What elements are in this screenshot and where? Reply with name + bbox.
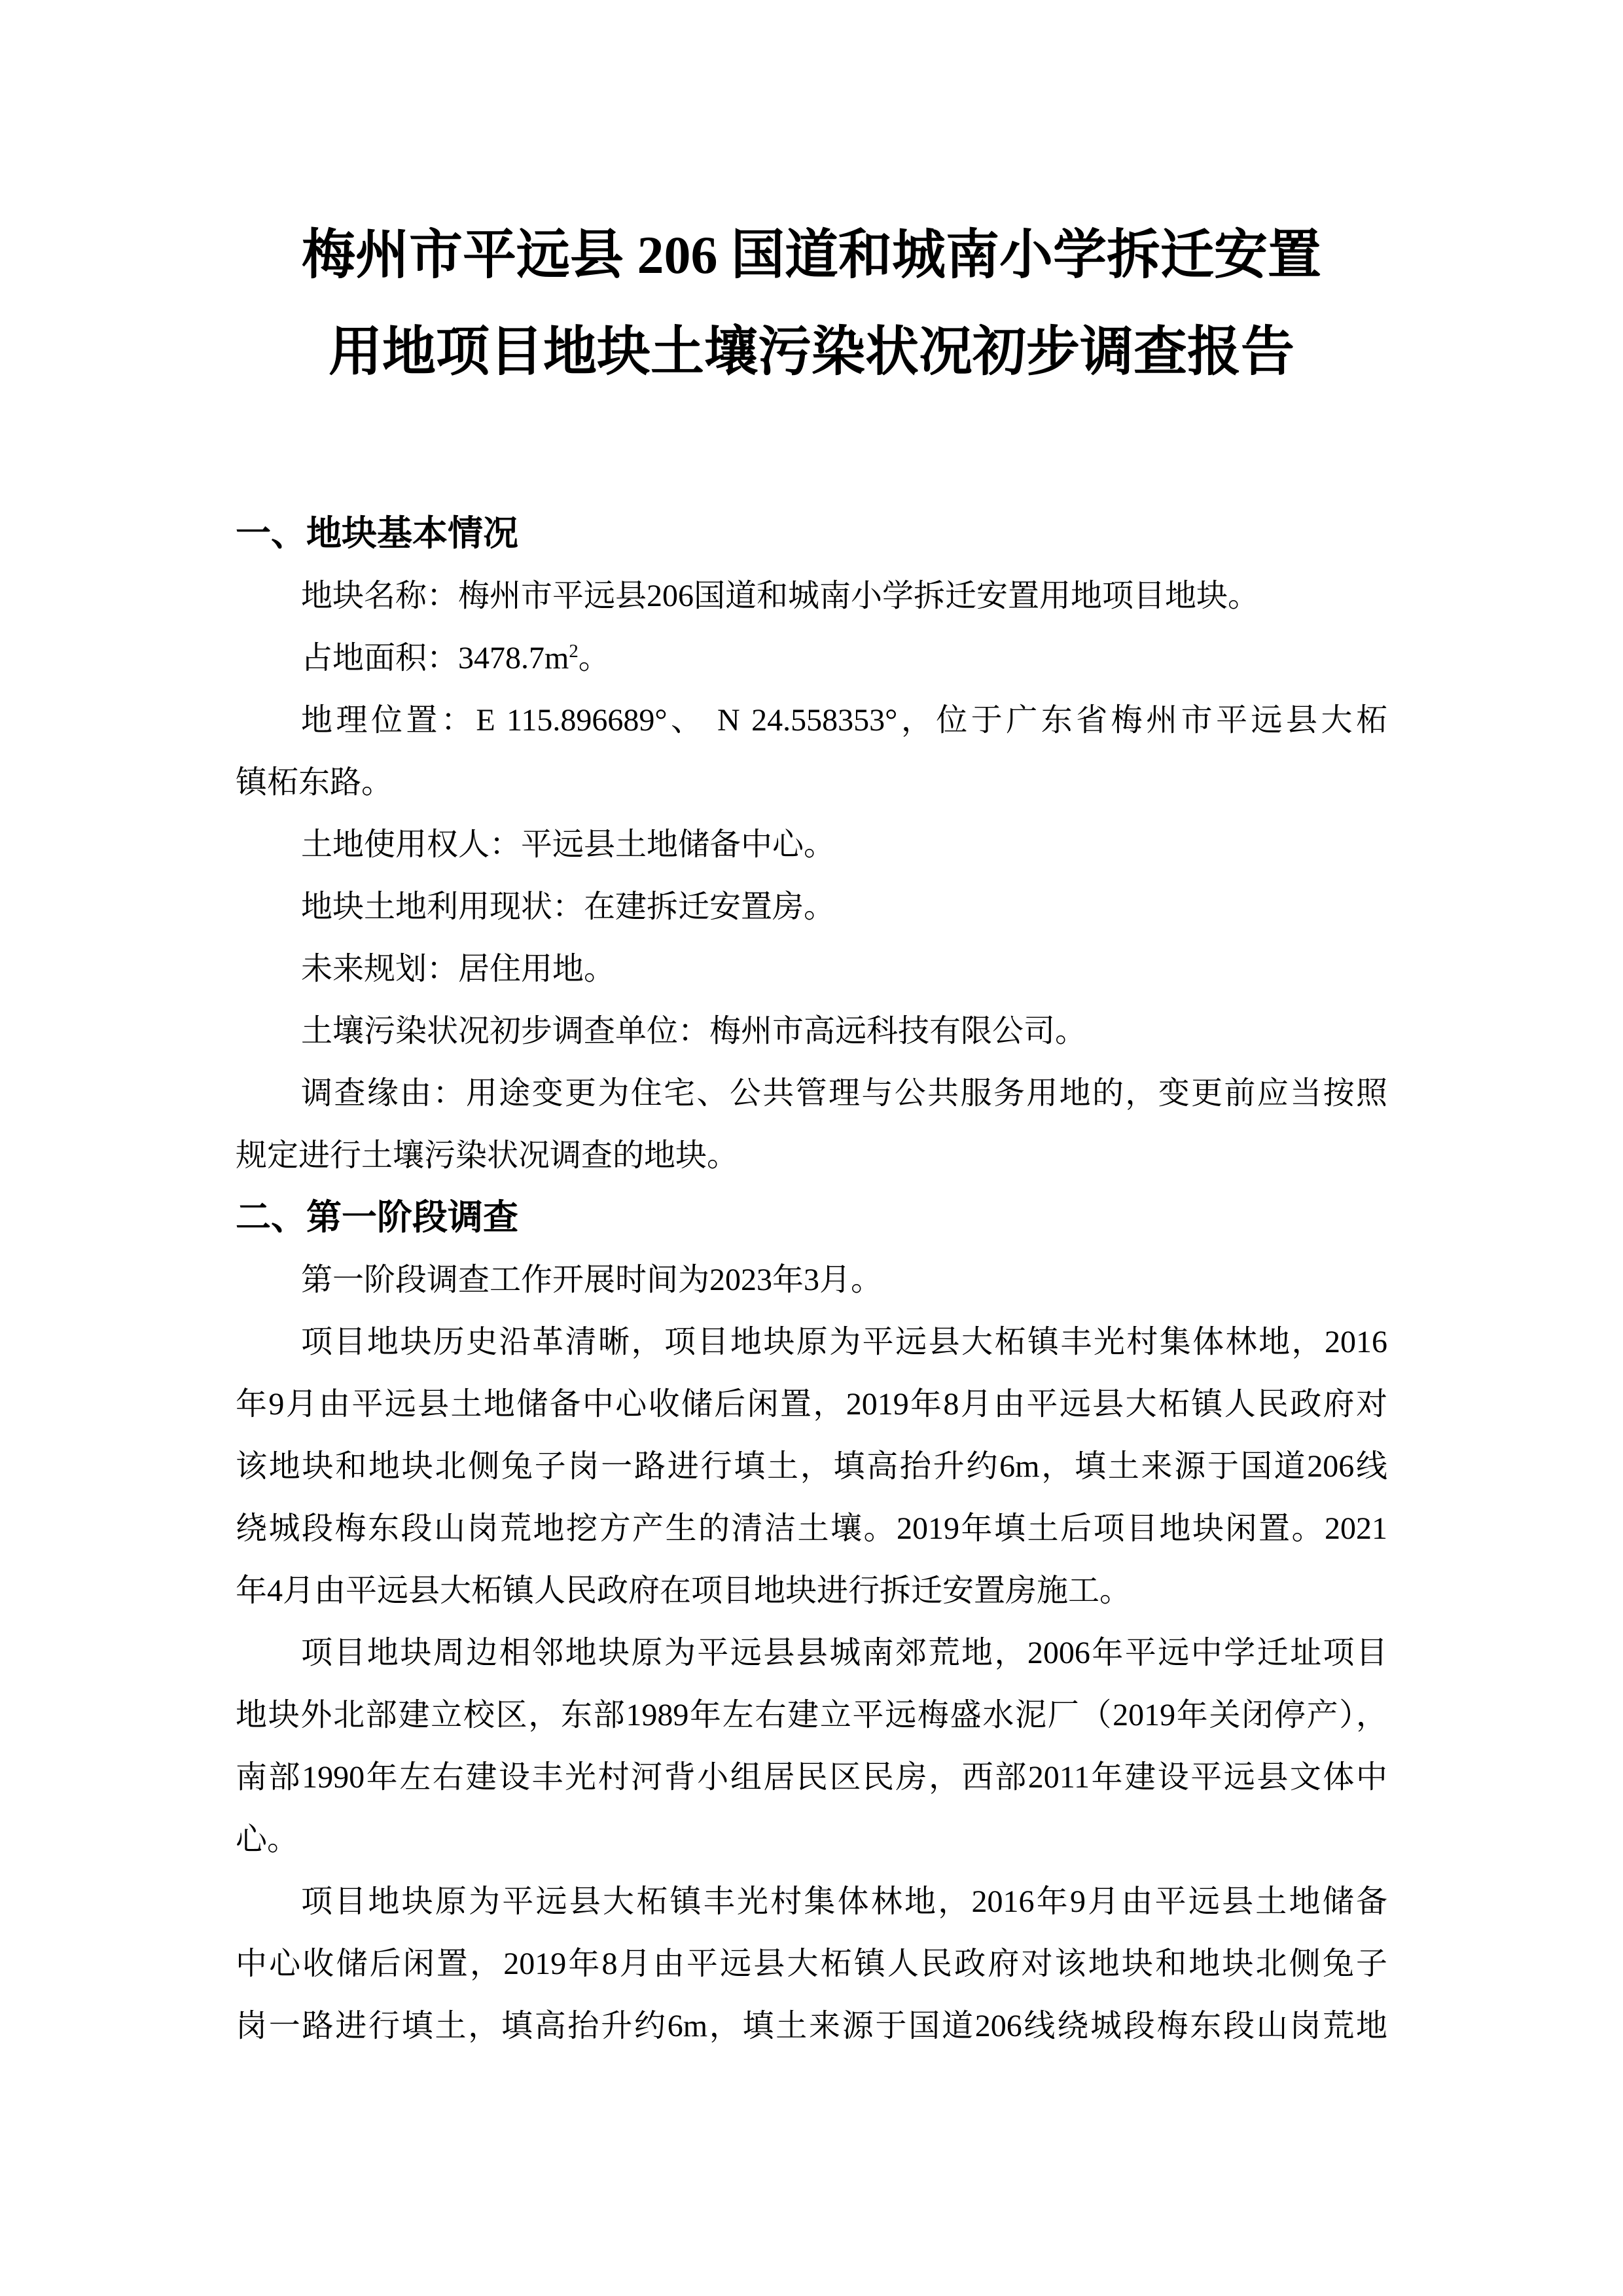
report-title (236, 0, 1387, 401)
text-line: 土地使用权人：平远县土地储备中心。 (301, 827, 836, 862)
text-line: 南部1990年左右建设丰光村河背小组居民区民房，西部2011年建设平远县文体中 (236, 1760, 1387, 1795)
text-run: 占地面积：3478.7m (301, 641, 569, 675)
text-line: 年4月由平远县大柘镇人民政府在项目地块进行拆迁安置房施工。 (236, 1573, 1132, 1608)
text-line: 规定进行土壤污染状况调查的地块。 (236, 1138, 739, 1173)
text-line: 项目地块原为平远县大柘镇丰光村集体林地，2016年9月由平远县土地储备 (301, 1884, 1387, 1919)
text-line: 年9月由平远县土地储备中心收储后闲置，2019年8月由平远县大柘镇人民政府对 (236, 1387, 1387, 1422)
text-line: 地块名称：梅州市平远县206国道和城南小学拆迁安置用地项目地块。 (301, 579, 1260, 613)
text-run: 。 (578, 641, 610, 675)
document-content (236, 0, 1387, 2057)
text-line: 绕城段梅东段山岗荒地挖方产生的清洁土壤。2019年填土后项目地块闲置。2021 (236, 1511, 1387, 1546)
text-line: 心。 (236, 1822, 299, 1857)
text-line: 该地块和地块北侧兔子岗一路进行填土，填高抬升约6m，填土来源于国道206线 (236, 1449, 1387, 1484)
document-body (236, 503, 1387, 2057)
text-line: 中心收储后闲置，2019年8月由平远县大柘镇人民政府对该地块和地块北侧兔子 (236, 1946, 1387, 1981)
text-line: 项目地块历史沿革清晰，项目地块原为平远县大柘镇丰光村集体林地，2016 (301, 1325, 1387, 1359)
text-line: 土壤污染状况初步调查单位：梅州市高远科技有限公司。 (301, 1014, 1087, 1049)
text-line: 地块土地利用现状：在建拆迁安置房。 (301, 889, 836, 924)
text-line: 第一阶段调查工作开展时间为2023年3月。 (301, 1263, 883, 1297)
report-title-line-2: 用地项目地块土壤污染状况初步调查报告 (328, 322, 1294, 382)
text-line: 镇柘东路。 (236, 765, 393, 800)
text-line: 地理位置：E 115.896689°、 N 24.558353°，位于广东省梅州市平远县大柘 (301, 703, 1387, 738)
text-line: 岗一路进行填土，填高抬升约6m，填土来源于国道206线绕城段梅东段山岗荒地 (236, 2009, 1387, 2043)
text-line: 未来规划：居住用地。 (301, 952, 616, 986)
text-line: 地块外北部建立校区，东部1989年左右建立平远梅盛水泥厂（2019年关闭停产）， (236, 1698, 1387, 1732)
superscript: 2 (569, 641, 579, 662)
text-line (236, 627, 1387, 689)
text-line: 项目地块周边相邻地块原为平远县县城南郊荒地，2006年平远中学迁址项目 (301, 1636, 1387, 1670)
report-title-line-1: 梅州市平远县 206 国道和城南小学拆迁安置 (301, 225, 1321, 285)
section-heading-2: 二、第一阶段调查 (236, 1198, 518, 1237)
section-heading-1: 一、地块基本情况 (236, 514, 518, 553)
text-line: 调查缘由：用途变更为住宅、公共管理与公共服务用地的，变更前应当按照 (301, 1076, 1387, 1111)
